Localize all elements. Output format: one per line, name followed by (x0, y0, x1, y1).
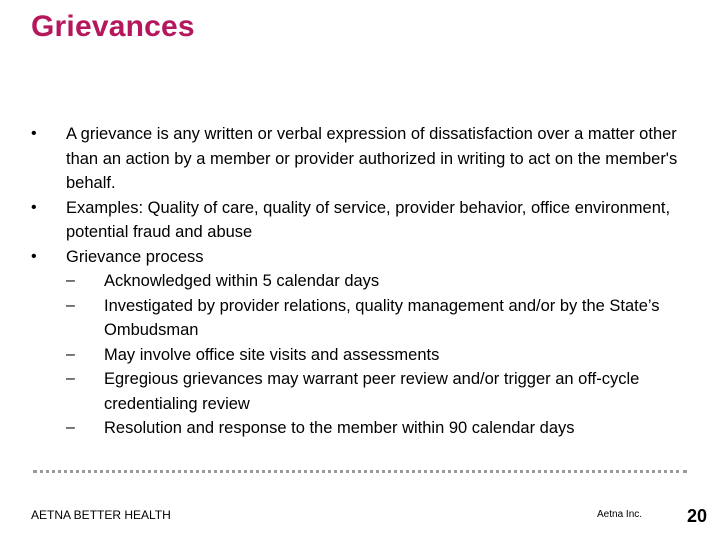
sub-bullet-marker: – (66, 370, 75, 387)
sub-bullet-text: Investigated by provider relations, quality management and/or by the State’s Ombudsman (104, 296, 660, 339)
slide-title: Grievances (31, 10, 195, 43)
sub-bullet-text: May involve office site visits and assessments (104, 345, 440, 364)
slide-body (29, 122, 709, 441)
bullet-item (29, 196, 709, 245)
bullet-marker: • (31, 125, 37, 142)
sub-bullet-item (66, 294, 709, 343)
sub-bullet-marker: – (66, 345, 75, 363)
bullet-item (29, 245, 709, 441)
bullet-marker: • (31, 247, 37, 265)
bullet-marker: • (31, 198, 37, 216)
sub-bullet-text: Resolution and response to the member within 90 calendar days (104, 419, 575, 437)
bullet-text: Grievance process (66, 247, 204, 266)
bullet-text: A grievance is any written or verbal expression of dissatisfaction over a matter other than an action by a member or provider authorized in writing to act on the member's behalf. (66, 125, 678, 192)
footer-divider (33, 470, 687, 473)
sub-bullet-item (66, 343, 709, 368)
sub-bullet-list (66, 269, 709, 441)
sub-bullet-marker: – (66, 419, 75, 436)
sub-bullet-text: Egregious grievances may warrant peer review and/or trigger an off-cycle credentialing review (104, 370, 640, 413)
sub-bullet-item (66, 269, 709, 294)
sub-bullet-text: Acknowledged within 5 calendar days (104, 272, 380, 290)
footer-brand: AETNA BETTER HEALTH (31, 508, 171, 522)
footer-company: Aetna Inc. (597, 509, 643, 520)
page-number: 20 (687, 506, 708, 526)
sub-bullet-marker: – (66, 296, 75, 314)
sub-bullet-marker: – (66, 272, 75, 289)
sub-bullet-item (66, 367, 709, 416)
bullet-item (29, 122, 709, 196)
bullet-text: Examples: Quality of care, quality of service, provider behavior, office environment, potential fraud and abuse (66, 198, 671, 241)
sub-bullet-item (66, 416, 709, 441)
